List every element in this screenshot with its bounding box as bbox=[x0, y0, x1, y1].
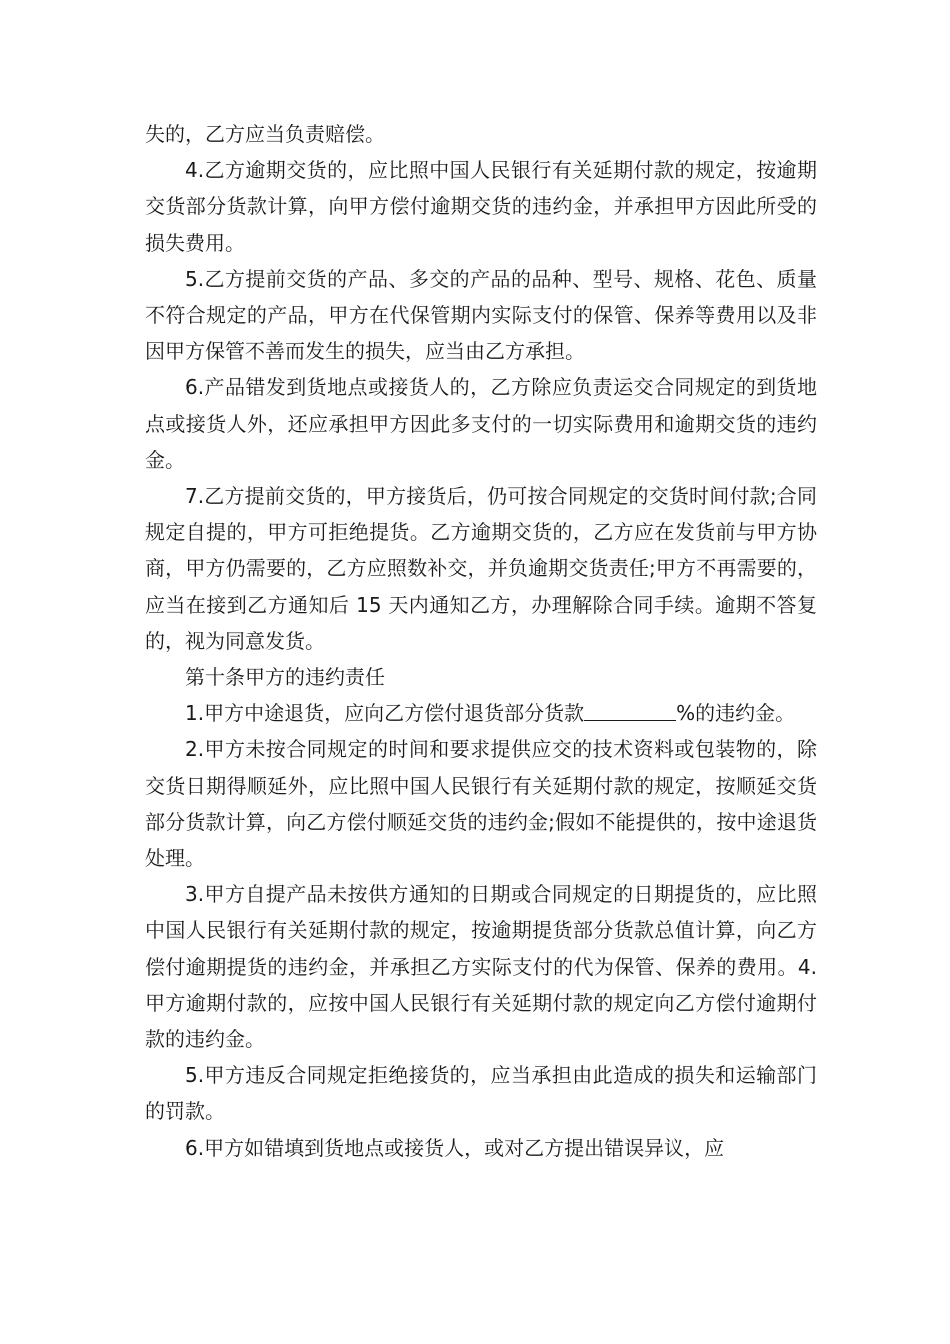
clause-item-5: 5.乙方提前交货的产品、多交的产品的品种、型号、规格、花色、质量不符合规定的产品，甲方在代保管期内实际支付的保管、保养等费用以及非因甲方保管不善而发生的损失，应当由乙方承担。 bbox=[145, 266, 817, 364]
document-page bbox=[145, 116, 817, 1166]
party-a-item-5: 5.甲方违反合同规定拒绝接货的，应当承担由此造成的损失和运输部门的罚款。 bbox=[145, 1063, 817, 1124]
percentage-blank bbox=[584, 700, 676, 721]
paragraph-continuation: 失的，乙方应当负责赔偿。 bbox=[145, 122, 385, 146]
clause-item-7: 7.乙方提前交货的，甲方接货后，仍可按合同规定的交货时间付款;合同规定自提的，甲方可拒绝提货。乙方逾期交货的，乙方应在发货前与甲方协商，甲方仍需要的，乙方应照数补交，并负逾期交货责任;甲方不再需要的，应当在接到乙方通知后 15 天内通知乙方，办理解除合同手续。逾期不答复的，视为同意发货。 bbox=[145, 484, 817, 653]
party-a-item-2: 2.甲方未按合同规定的时间和要求提供应交的技术资料或包装物的，除交货日期得顺延外，应比照中国人民银行有关延期付款的规定，按顺延交货部分货款计算，向乙方偿付顺延交货的违约金;假如不能提供的，按中途退货处理。 bbox=[145, 737, 817, 871]
party-a-item-1 bbox=[145, 695, 817, 731]
party-a-item-1-text: 1.甲方中途退货，应向乙方偿付退货部分货款 bbox=[185, 701, 585, 726]
party-a-item-1-suffix: %的违约金。 bbox=[676, 701, 796, 726]
party-a-item-6: 6.甲方如错填到货地点或接货人，或对乙方提出错误异议，应 bbox=[185, 1135, 725, 1160]
clause-item-4: 4.乙方逾期交货的，应比照中国人民银行有关延期付款的规定，按逾期交货部分货款计算，向甲方偿付逾期交货的违约金，并承担甲方因此所受的损失费用。 bbox=[145, 158, 817, 255]
party-a-item-3: 3.甲方自提产品未按供方通知的日期或合同规定的日期提货的，应比照中国人民银行有关延期付款的规定，按逾期提货部分货款总值计算，向乙方偿付逾期提货的违约金，并承担乙方实际支付的代为保管、保养的费用。4.甲方逾期付款的，应按中国人民银行有关延期付款的规定向乙方偿付逾期付款的违约金。 bbox=[145, 882, 817, 1052]
section-heading: 第十条甲方的违约责任 bbox=[185, 665, 385, 690]
clause-item-6: 6.产品错发到货地点或接货人的，乙方除应负责运交合同规定的到货地点或接货人外，还应承担甲方因此多支付的一切实际费用和逾期交货的违约金。 bbox=[145, 375, 817, 472]
